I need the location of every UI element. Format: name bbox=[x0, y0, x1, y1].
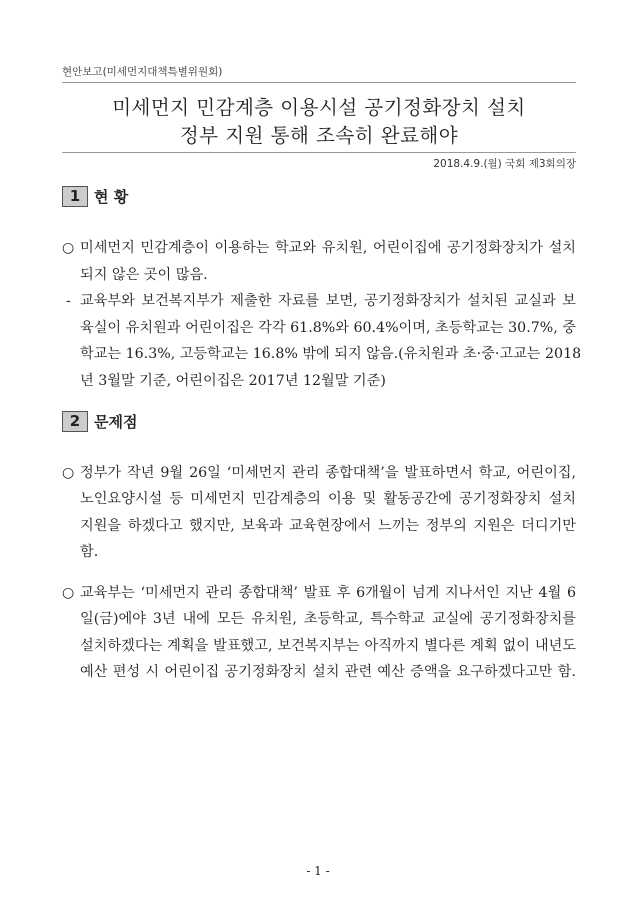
text-line: 함. bbox=[80, 544, 99, 560]
title-line-1: 미세먼지 민감계층 이용시설 공기정화장치 설치 bbox=[112, 96, 526, 119]
section-title: 현 황 bbox=[94, 188, 129, 206]
text-line: 미세먼지 민감계층이 이용하는 학교와 유치원, 어린이집에 공기정화장치가 설치 bbox=[80, 240, 576, 256]
divider bbox=[62, 82, 576, 83]
section-1-heading bbox=[62, 186, 128, 207]
section-title: 문제점 bbox=[94, 413, 138, 431]
title-line-2: 정부 지원 통해 조속히 완료해야 bbox=[179, 124, 459, 147]
text-line: 학교는 16.3%, 고등학교는 16.8% 밖에 되지 않음.(유치원과 초·중·고교는 2018 bbox=[80, 346, 582, 362]
page-number: - 1 - bbox=[306, 864, 330, 878]
text-line: 정부가 작년 9월 26일 ‘미세먼지 관리 종합대책’을 발표하면서 학교, 어린이집, bbox=[80, 465, 576, 481]
text-line: 설치하겠다는 계획을 발표했고, 보건복지부는 아직까지 별다른 계획 없이 내년도 bbox=[80, 638, 576, 654]
text-line: 교육부와 보건복지부가 제출한 자료를 보면, 공기정화장치가 설치된 교실과 보 bbox=[80, 293, 576, 309]
text-line: 일(금)에야 3년 내에 모든 유치원, 초등학교, 특수학교 교실에 공기정화장치를 bbox=[80, 611, 576, 627]
text-line: 되지 않은 곳이 많음. bbox=[80, 267, 208, 283]
circle-bullet: ○ bbox=[62, 465, 75, 481]
circle-bullet: ○ bbox=[62, 240, 75, 256]
divider bbox=[62, 152, 576, 153]
report-header: 현안보고(미세먼지대책특별위원회) bbox=[62, 66, 223, 78]
text-line: 노인요양시설 등 미세먼지 민감계층의 이용 및 활동공간에 공기정화장치 설치 bbox=[80, 491, 576, 507]
text-line: 육실이 유치원과 어린이집은 각각 61.8%와 60.4%이며, 초등학교는 30.7%, 중 bbox=[80, 320, 576, 336]
text-line: 년 3월말 기준, 어린이집은 2017년 12월말 기준) bbox=[80, 373, 386, 389]
section-number: 2 bbox=[62, 411, 88, 432]
text-line: 교육부는 ‘미세먼지 관리 종합대책’ 발표 후 6개월이 넘게 지나서인 지난 4월 6 bbox=[80, 585, 576, 601]
section-2-heading bbox=[62, 411, 137, 432]
date-venue: 2018.4.9.(월) 국회 제3회의장 bbox=[433, 158, 576, 170]
dash-bullet: - bbox=[66, 293, 71, 309]
text-line: 예산 편성 시 어린이집 공기정화장치 설치 관련 예산 증액을 요구하겠다고만 함. bbox=[80, 664, 576, 680]
circle-bullet: ○ bbox=[62, 585, 75, 601]
text-line: 지원을 하겠다고 했지만, 보육과 교육현장에서 느끼는 정부의 지원은 더디기만 bbox=[80, 518, 576, 534]
section-number: 1 bbox=[62, 186, 88, 207]
